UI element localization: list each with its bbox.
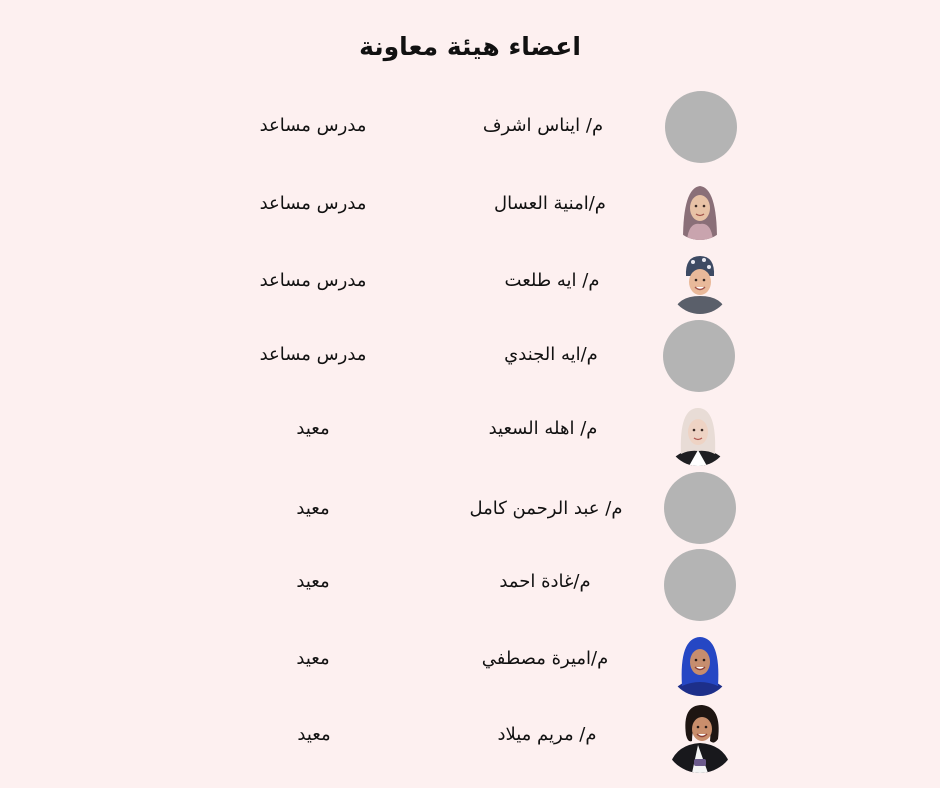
avatar-placeholder	[664, 549, 736, 621]
member-name: م/ ايه طلعت	[504, 270, 600, 291]
portrait-icon	[664, 701, 736, 773]
member-row	[0, 319, 940, 395]
avatar-placeholder	[665, 91, 737, 163]
member-row	[0, 548, 940, 624]
avatar-placeholder	[663, 320, 735, 392]
member-role: معيد	[296, 648, 330, 669]
member-row	[0, 398, 940, 474]
portrait-icon	[669, 252, 731, 314]
avatar-photo	[669, 178, 731, 240]
member-role: مدرس مساعد	[259, 270, 367, 291]
avatar-photo	[667, 404, 729, 466]
member-role: معيد	[296, 571, 330, 592]
page-title: اعضاء هيئة معاونة	[359, 32, 581, 61]
member-role: معيد	[296, 498, 330, 519]
portrait-icon	[669, 178, 731, 240]
member-role: مدرس مساعد	[259, 344, 367, 365]
member-row	[0, 628, 940, 704]
avatar-photo	[669, 634, 731, 696]
avatar-photo	[669, 252, 731, 314]
member-row	[0, 700, 940, 776]
member-name: م/غادة احمد	[499, 571, 591, 592]
member-row	[0, 471, 940, 547]
avatar-photo	[664, 701, 736, 773]
member-row	[0, 248, 940, 324]
member-role: معيد	[296, 418, 330, 439]
member-role: مدرس مساعد	[259, 115, 367, 136]
member-row	[0, 170, 940, 246]
member-name: م/ مريم ميلاد	[497, 724, 597, 745]
portrait-icon	[667, 404, 729, 466]
member-role: معيد	[297, 724, 331, 745]
member-name: م/ايه الجندي	[504, 344, 598, 365]
member-name: م/ اهله السعيد	[488, 418, 598, 439]
member-role: مدرس مساعد	[259, 193, 367, 214]
member-row	[0, 90, 940, 166]
member-name: م/امنية العسال	[494, 193, 606, 214]
member-name: م/اميرة مصطفي	[481, 648, 609, 669]
member-name: م/ ايناس اشرف	[482, 115, 604, 136]
avatar-placeholder	[664, 472, 736, 544]
member-name: م/ عبد الرحمن كامل	[469, 498, 623, 519]
portrait-icon	[669, 634, 731, 696]
